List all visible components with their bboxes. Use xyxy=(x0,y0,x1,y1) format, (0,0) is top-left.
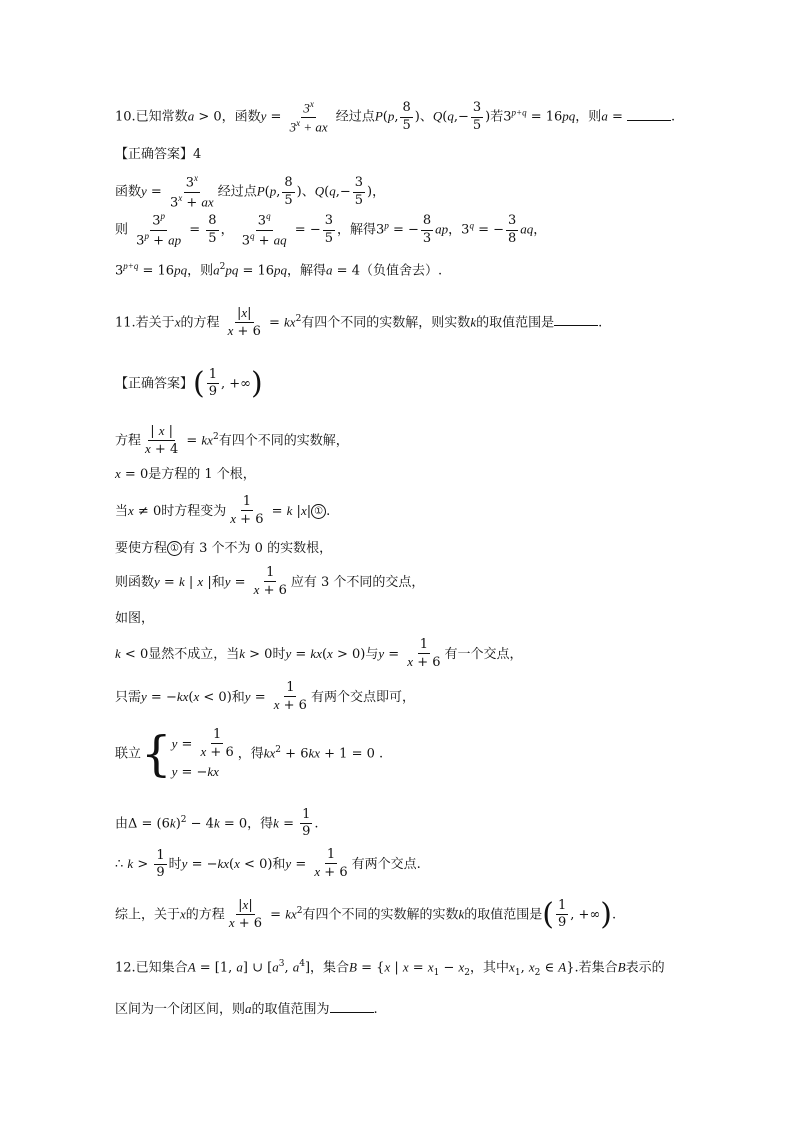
q10-sol-1: 函数y = $\frac{3^x}{3^x + ax}$ 经过点P(p, $\frac{8}{5}$ )、Q(q,− $\frac{3}{5}$ )， xyxy=(115,173,386,210)
q11-sol-12: 综上，关于x的方程 $\frac{|x|}{x + 6}$ = $kx^2$有四个不同的实数解的实数k的取值范围是( $\frac{1}{9}$ , +∞). xyxy=(115,896,617,932)
q11-sol-10: 由$\Delta = (6k)^2 - 4k = 0$，得k = $\frac{1}{9}$ . xyxy=(115,807,319,840)
q12-stem-1: 12.已知集合A = [1, a] ∪ [$a^3$, $a^4$]，集合B = {x | $x = x_1 - x_2$，其中$x_1$, $x_2$ ∈ A}.若集合B表示的 xyxy=(115,959,665,978)
q10-stem: 10.已知常数a > 0，函数y = $\frac{3^x}{3^x + ax}$ 经过点P(p, $\frac{8}{5}$ )、Q(q,− $\frac{3}{5}$ )若$3^{p+q} = 16pq$，则a = . xyxy=(115,99,676,134)
q10-answer: 【正确答案】4 xyxy=(115,147,202,162)
q11-sol-8: 只需y = −kx(x < 0)和y = $\frac{1}{x + 6}$ 有两个交点即可， xyxy=(115,680,415,714)
q10-sol-3: $3^{p+q} = 16pq$，则$a^2pq = 16pq$，解得a = 4（负值舍去）. xyxy=(115,261,443,279)
q11-sol-3: 当x ≠ 0时方程变为 $\frac{1}{x + 6}$ = k |x| ① . xyxy=(115,494,331,528)
q12-stem-2: 区间为一个闭区间，则a的取值范围为 . xyxy=(115,1001,378,1017)
q11-sol-6: 如图， xyxy=(115,611,155,626)
q11-stem: 11.若关于x的方程 $\frac{|x|}{x + 6}$ = $kx^2$有四个不同的实数解，则实数k的取值范围是 . xyxy=(115,305,603,340)
q10-sol-2: 则 $\frac{3^p}{3^p + ap}$ = $\frac{8}{5}$ ， $\frac{3^q}{3^q + aq}$ = − $\frac{3}{5}$ ，解得$3^p$ = − $\frac{8}{3}$ ap，$3^q$ = − $\frac{3}{8}$ aq， xyxy=(115,211,547,248)
q11-sol-1: 方程 $\frac{| x |}{x + 4}$ = $kx^2$有四个不同的实数解， xyxy=(115,423,349,458)
q11-sol-9: 联立{ y = $\frac{1}{x + 6}$ y = −kx ，得$kx^2 + 6kx + 1 = 0$ . xyxy=(115,725,384,782)
q11-sol-4: 要使方程 ① 有 3 个不为 0 的实数根， xyxy=(115,541,333,556)
q11-sol-11: ∴ k > $\frac{1}{9}$ 时y = −kx(x < 0)和y = $\frac{1}{x + 6}$ 有两个交点. xyxy=(115,847,421,881)
q11-sol-5: 则函数y = k | x |和y = $\frac{1}{x + 6}$ 应有 3 个不同的交点， xyxy=(115,565,425,599)
q11-answer: 【正确答案】( $\frac{1}{9}$ , +∞) xyxy=(115,365,263,401)
answer-blank xyxy=(554,313,598,326)
answer-blank xyxy=(627,108,671,121)
answer-blank xyxy=(330,1000,374,1013)
q11-sol-7: k < 0显然不成立，当k > 0时y = kx(x > 0)与y = $\frac{1}{x + 6}$ 有一个交点， xyxy=(115,637,523,671)
q11-sol-2: x = 0是方程的 1 个根， xyxy=(115,466,256,482)
